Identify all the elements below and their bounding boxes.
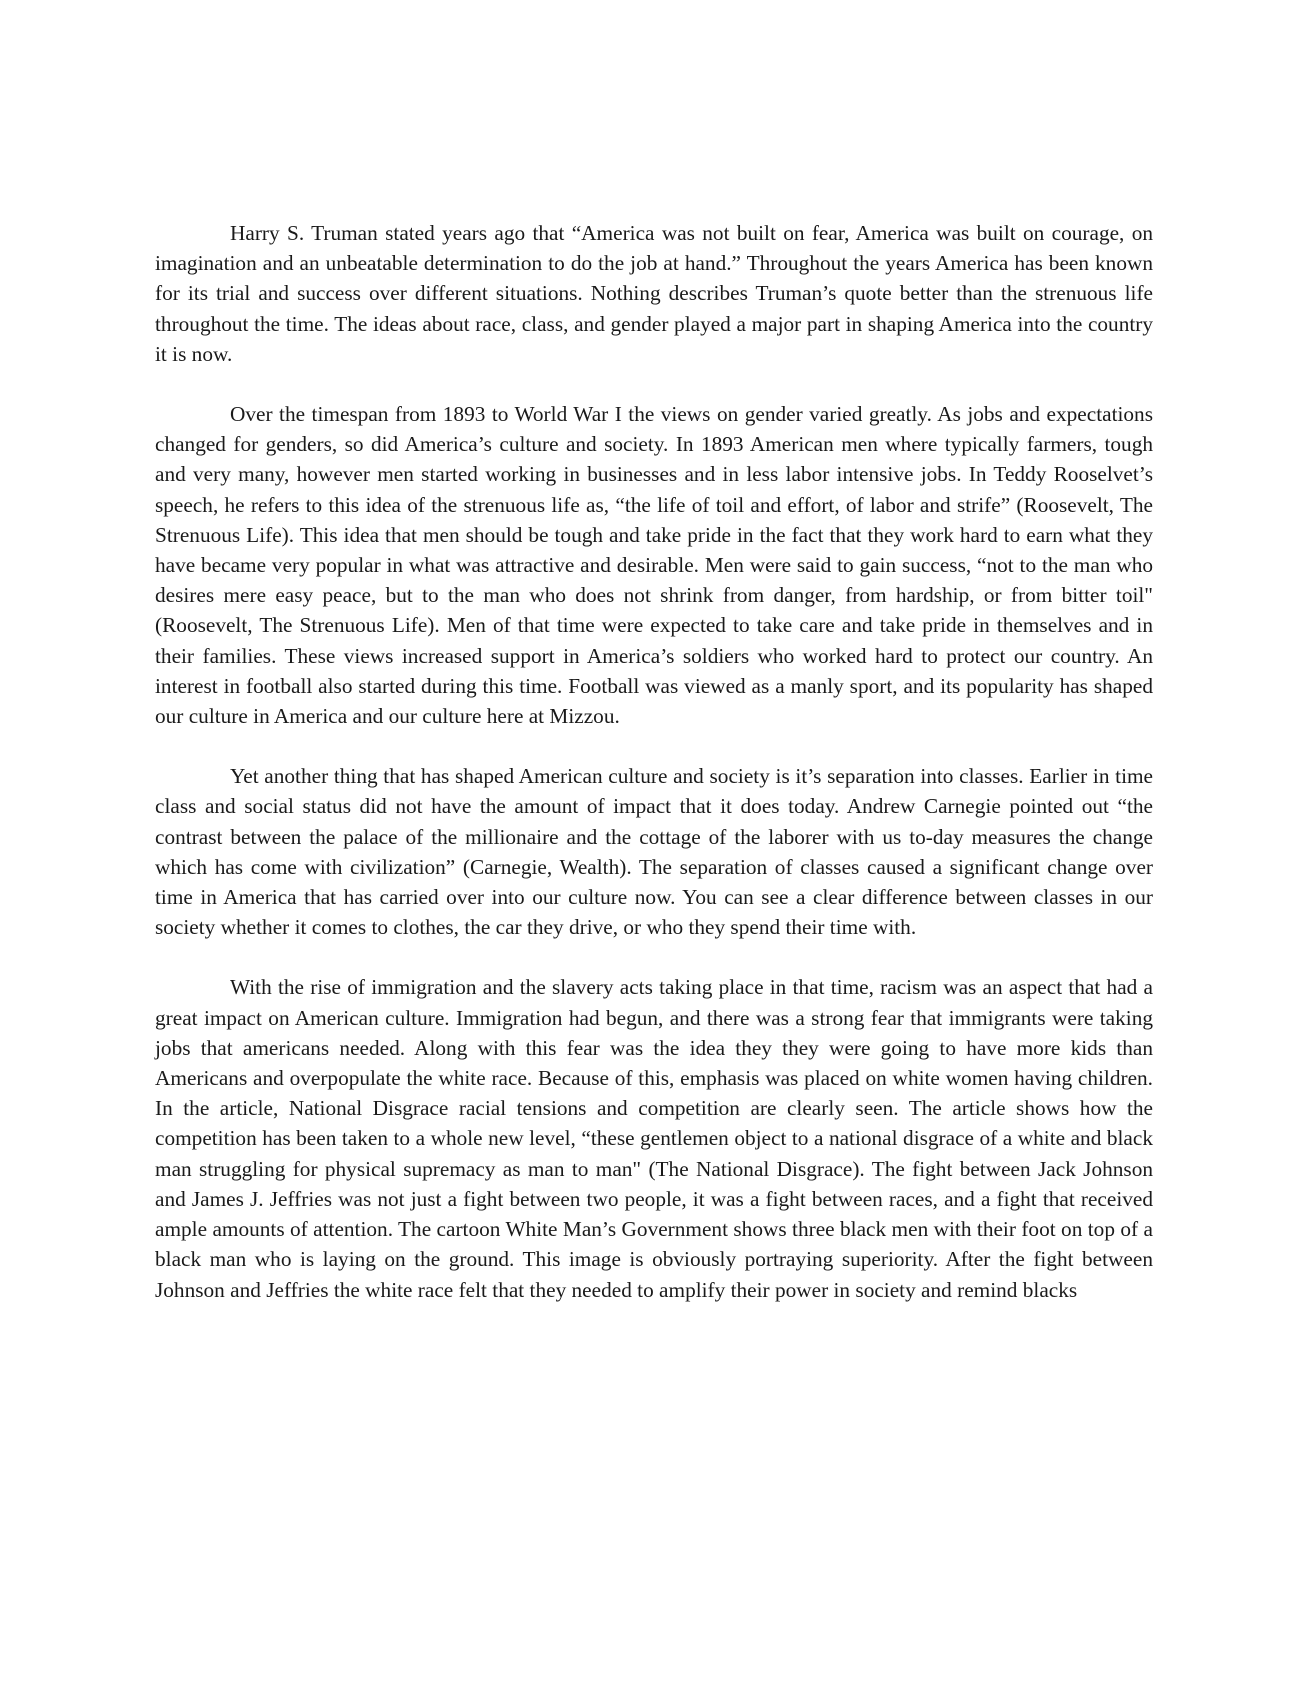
paragraph-gender: Over the timespan from 1893 to World War I the views on gender varied greatly. As jobs and expectations changed for genders, so did America’s culture and society. In 1893 American men where typically farmers, tough and very many, however men started working in businesses and in less labor intensive jobs. In Teddy Rooselvet’s speech, he refers to this idea of the strenuous life as, “the life of toil and effort, of labor and strife” (Roosevelt, The Strenuous Life). This idea that men should be tough and take pride in the fact that they work hard to earn what they have became very popular in what was attractive and desirable. Men were said to gain success, “not to the man who desires mere easy peace, but to the man who does not shrink from danger, from hardship, or from bitter toil" (Roosevelt, The Strenuous Life). Men of that time were expected to take care and take pride in themselves and in their families. These views increased support in America’s soldiers who worked hard to protect our country. An interest in football also started during this time. Football was viewed as a manly sport, and its popularity has shaped our culture in America and our culture here at Mizzou. <box>155 402 1153 729</box>
paragraph-race: With the rise of immigration and the slavery acts taking place in that time, racism was an aspect that had a great impact on American culture. Immigration had begun, and there was a strong fear that immigrants were taking jobs that americans needed. Along with this fear was the idea they they were going to have more kids than Americans and overpopulate the white race. Because of this, emphasis was placed on white women having children. In the article, National Disgrace racial tensions and competition are clearly seen. The article shows how the competition has been taken to a whole new level, “these gentlemen object to a national disgrace of a white and black man struggling for physical supremacy as man to man" (The National Disgrace). The fight between Jack Johnson and James J. Jeffries was not just a fight between two people, it was a fight between races, and a fight that received ample amounts of attention. The cartoon White Man’s Government shows three black men with their foot on top of a black man who is laying on the ground. This image is obviously portraying superiority. After the fight between Johnson and Jeffries the white race felt that they needed to amplify their power in society and remind blacks <box>155 975 1153 1302</box>
document-body <box>155 218 1153 1335</box>
paragraph-class: Yet another thing that has shaped American culture and society is it’s separation into classes. Earlier in time class and social status did not have the amount of impact that it does today. Andrew Carnegie pointed out “the contrast between the palace of the millionaire and the cottage of the laborer with us to-day measures the change which has come with civilization” (Carnegie, Wealth). The separation of classes caused a significant change over time in America that has carried over into our culture now. You can see a clear difference between classes in our society whether it comes to clothes, the car they drive, or who they spend their time with. <box>155 764 1153 940</box>
paragraph-intro: Harry S. Truman stated years ago that “America was not built on fear, America was built on courage, on imagination and an unbeatable determination to do the job at hand.” Throughout the years America has been known for its trial and success over different situations. Nothing describes Truman’s quote better than the strenuous life throughout the time. The ideas about race, class, and gender played a major part in shaping America into the country it is now. <box>155 221 1153 366</box>
